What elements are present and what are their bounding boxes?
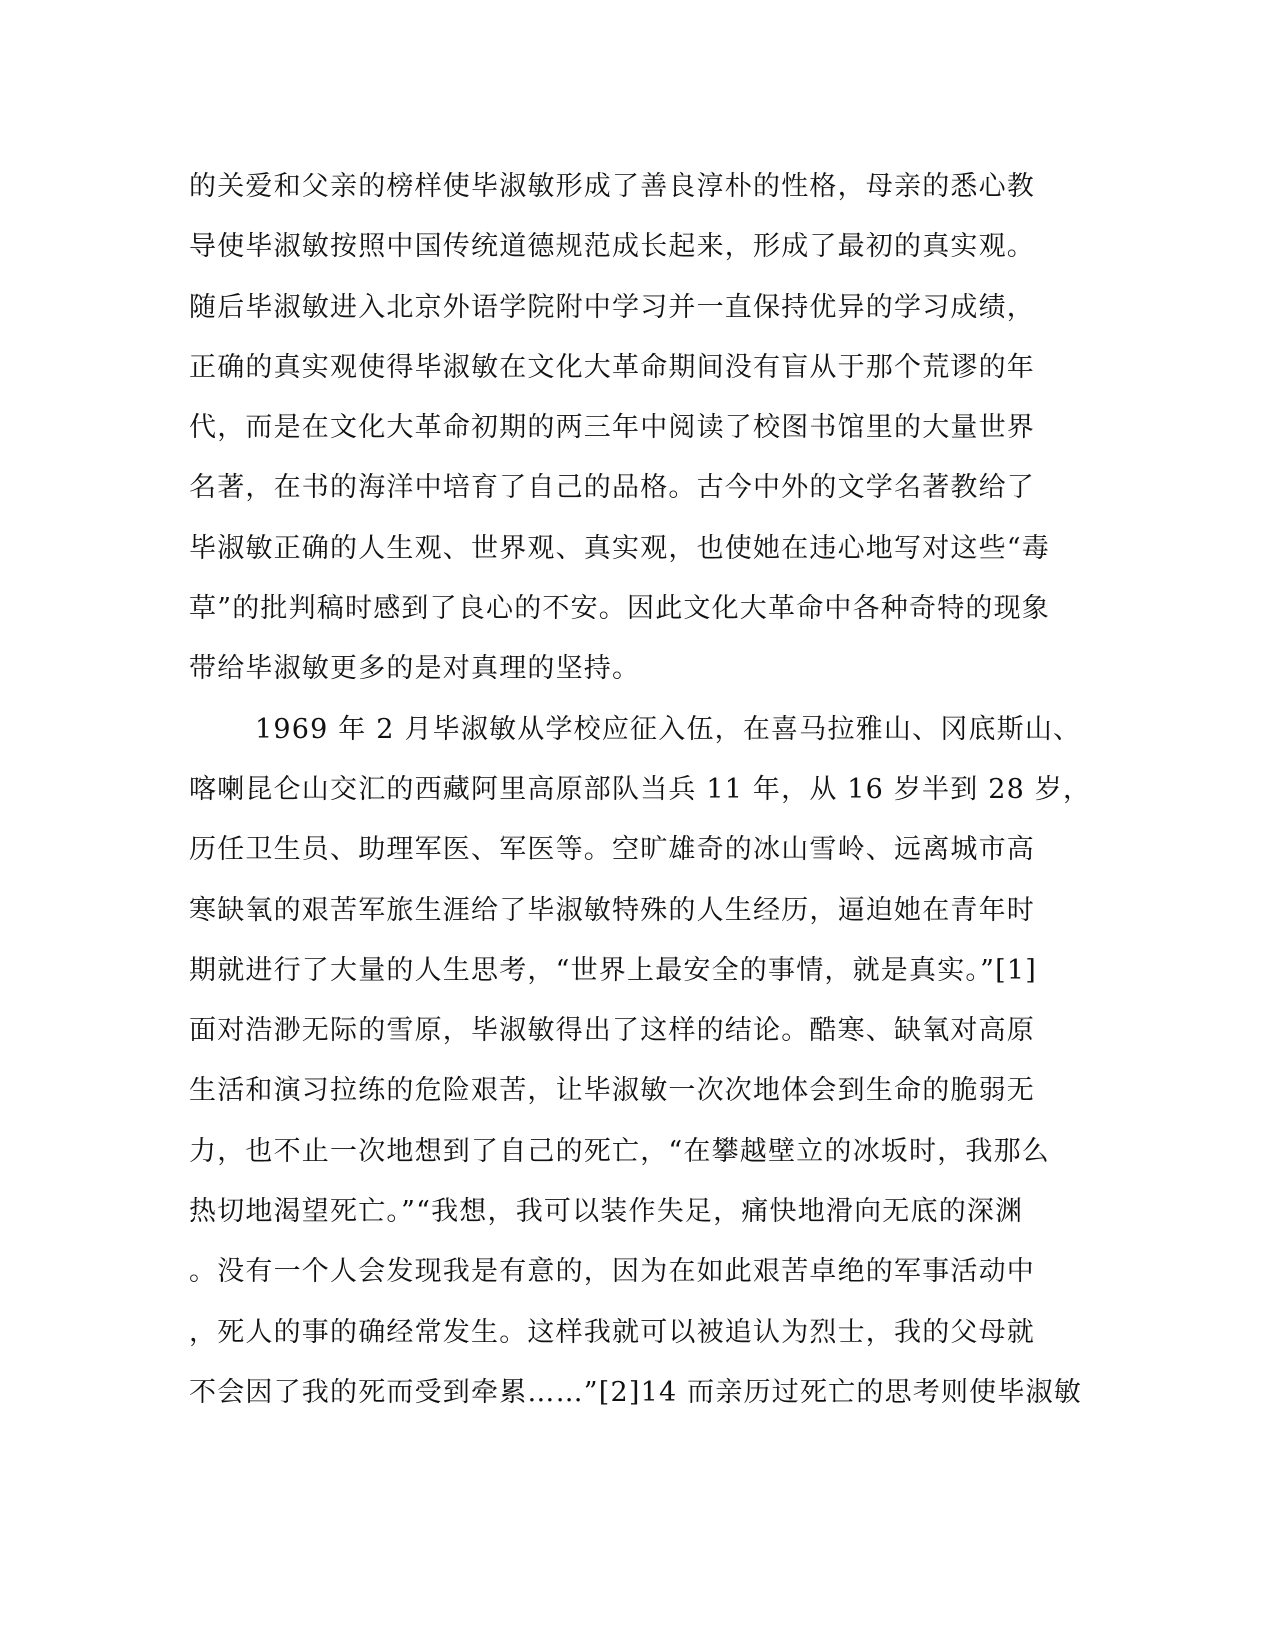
text-line: 不会因了我的死而受到牵累……”[2]14 而亲历过死亡的思考则使毕淑敏 [189, 1376, 1082, 1408]
text-line: 代，而是在文化大革命初期的两三年中阅读了校图书馆里的大量世界 [189, 412, 1035, 444]
text-line: ，死人的事的确经常发生。这样我就可以被追认为烈士，我的父母就 [189, 1316, 1035, 1348]
text-line: 正确的真实观使得毕淑敏在文化大革命期间没有盲从于那个荒谬的年 [189, 351, 1035, 383]
text-line: 随后毕淑敏进入北京外语学院附中学习并一直保持优异的学习成绩， [189, 291, 1035, 323]
paragraph-first-line: 1969 年 2 月毕淑敏从学校应征入伍，在喜马拉雅山、冈底斯山、 [255, 713, 1082, 745]
text-line: 名著，在书的海洋中培育了自己的品格。古今中外的文学名著教给了 [189, 472, 1035, 504]
text-line: 寒缺氧的艰苦军旅生涯给了毕淑敏特殊的人生经历，逼迫她在青年时 [189, 894, 1035, 926]
text-line: 历任卫生员、助理军医、军医等。空旷雄奇的冰山雪岭、远离城市高 [189, 834, 1035, 866]
text-line: 毕淑敏正确的人生观、世界观、真实观，也使她在违心地写对这些“毒 [189, 532, 1051, 564]
text-line: 草”的批判稿时感到了良心的不安。因此文化大革命中各种奇特的现象 [189, 593, 1051, 625]
text-line: 喀喇昆仑山交汇的西藏阿里高原部队当兵 11 年，从 16 岁半到 28 岁， [189, 773, 1092, 805]
text-line: 力，也不止一次地想到了自己的死亡，“在攀越壁立的冰坂时，我那么 [189, 1135, 1051, 1167]
body-text [189, 157, 1092, 1423]
text-line: 带给毕淑敏更多的是对真理的坚持。 [189, 653, 641, 685]
text-line: 热切地渴望死亡。”“我想，我可以装作失足，痛快地滑向无底的深渊 [189, 1196, 1024, 1228]
text-line: 。没有一个人会发现我是有意的，因为在如此艰苦卓绝的军事活动中 [189, 1256, 1035, 1288]
text-line: 的关爱和父亲的榜样使毕淑敏形成了善良淳朴的性格，母亲的悉心教 [189, 171, 1035, 202]
text-line: 生活和演习拉练的危险艰苦，让毕淑敏一次次地体会到生命的脆弱无 [189, 1075, 1035, 1107]
text-line: 期就进行了大量的人生思考，“世界上最安全的事情，就是真实。”[1] [189, 954, 1037, 986]
text-line: 面对浩渺无际的雪原，毕淑敏得出了这样的结论。酷寒、缺氧对高原 [189, 1015, 1035, 1047]
text-line: 导使毕淑敏按照中国传统道德规范成长起来，形成了最初的真实观。 [189, 231, 1035, 263]
